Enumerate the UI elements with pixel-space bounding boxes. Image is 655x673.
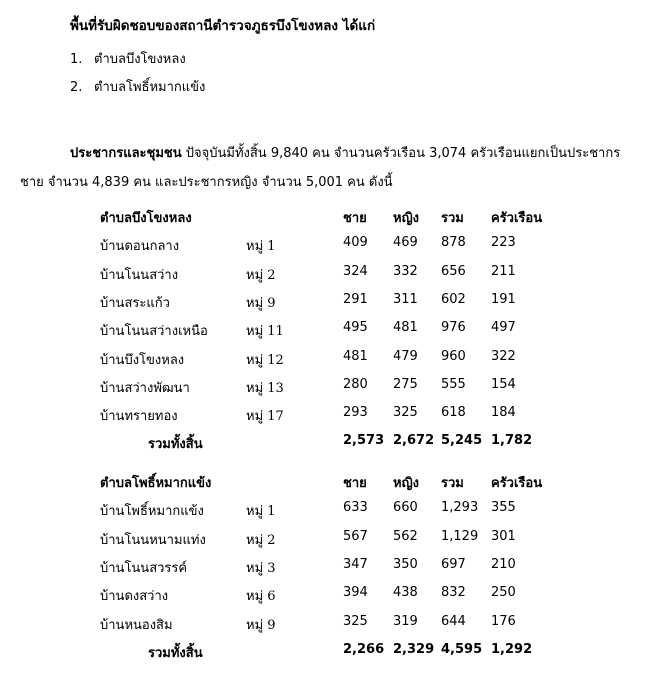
cell-households: 355 <box>491 500 516 516</box>
cell-total: 960 <box>441 348 466 364</box>
cell-households: 322 <box>491 348 516 364</box>
column-header-male: ชาย <box>343 211 367 226</box>
cell-households: 176 <box>491 613 516 629</box>
village-name: บ้านโนนสว่างเหนือ <box>100 324 208 340</box>
population-paragraph-line1 <box>70 142 620 163</box>
village-moo: หมู่ 3 <box>246 560 276 576</box>
village-moo: หมู่ 13 <box>246 380 284 396</box>
village-name: บ้านทรายทอง <box>100 409 178 425</box>
cell-female: 275 <box>393 376 418 392</box>
total-total: 4,595 <box>441 641 483 657</box>
area-list-item <box>70 76 205 97</box>
village-moo: หมู่ 1 <box>246 239 276 255</box>
column-header-households: ครัวเรือน <box>491 476 543 491</box>
table-row <box>0 349 655 377</box>
cell-female: 332 <box>393 263 418 279</box>
village-name: บ้านสระแก้ว <box>100 295 170 311</box>
cell-households: 301 <box>491 528 516 544</box>
total-households: 1,782 <box>491 433 533 449</box>
total-label: รวมทั้งสิ้น <box>148 437 203 453</box>
cell-male: 347 <box>343 556 368 572</box>
total-female: 2,329 <box>393 641 435 657</box>
table-row <box>0 557 655 585</box>
cell-male: 325 <box>343 613 368 629</box>
village-moo: หมู่ 6 <box>246 589 276 605</box>
list-number: 2. <box>70 80 83 95</box>
table-row <box>0 405 655 433</box>
section-heading: พื้นที่รับผิดชอบของสถานีตำรวจภูธรบึงโขงหลง ได้แก่ <box>70 18 376 34</box>
cell-households: 497 <box>491 320 516 336</box>
table-header-row <box>0 207 655 235</box>
village-name: บ้านสว่างพัฒนา <box>100 380 190 396</box>
village-name: บ้านโนนหนามแท่ง <box>100 532 206 548</box>
cell-households: 211 <box>491 263 516 279</box>
cell-households: 223 <box>491 235 516 251</box>
cell-total: 1,129 <box>441 528 479 544</box>
list-number: 1. <box>70 52 83 67</box>
population-text: ปัจจุบันมีทั้งสิ้น 9,840 คน จำนวนครัวเรือน 3,074 ครัวเรือนแยกเป็นประชากร <box>181 146 621 161</box>
cell-total: 644 <box>441 613 466 629</box>
table-total-row <box>0 433 655 461</box>
cell-total: 656 <box>441 263 466 279</box>
table-row <box>0 377 655 405</box>
column-header-total: รวม <box>441 476 464 491</box>
cell-male: 567 <box>343 528 368 544</box>
cell-female: 481 <box>393 320 418 336</box>
village-name: บ้านดอนกลาง <box>100 239 180 255</box>
cell-male: 409 <box>343 235 368 251</box>
cell-female: 311 <box>393 291 418 307</box>
cell-female: 469 <box>393 235 418 251</box>
cell-male: 324 <box>343 263 368 279</box>
village-name: บ้านโนนสวรรค์ <box>100 560 188 576</box>
village-name: บ้านบึงโขงหลง <box>100 352 185 368</box>
total-households: 1,292 <box>491 641 533 657</box>
cell-households: 210 <box>491 556 516 572</box>
cell-male: 291 <box>343 291 368 307</box>
area-list-item <box>70 48 186 69</box>
cell-female: 562 <box>393 528 418 544</box>
cell-households: 184 <box>491 405 516 421</box>
cell-male: 280 <box>343 376 368 392</box>
cell-total: 618 <box>441 405 466 421</box>
table-title: ตำบลโพธิ์หมากแข้ง <box>100 476 212 491</box>
table-row <box>0 585 655 613</box>
column-header-female: หญิง <box>393 211 419 226</box>
village-name: บ้านโพธิ์หมากแข้ง <box>100 504 204 520</box>
cell-total: 602 <box>441 291 466 307</box>
cell-male: 495 <box>343 320 368 336</box>
cell-male: 394 <box>343 585 368 601</box>
column-header-total: รวม <box>441 211 464 226</box>
cell-households: 154 <box>491 376 516 392</box>
cell-households: 191 <box>491 291 516 307</box>
column-header-female: หญิง <box>393 476 419 491</box>
cell-female: 660 <box>393 500 418 516</box>
village-name: บ้านดงสว่าง <box>100 589 169 605</box>
total-male: 2,266 <box>343 641 385 657</box>
population-paragraph-line2: ชาย จำนวน 4,839 คน และประชากรหญิง จำนวน 5,001 คน ดังนี้ <box>20 175 393 190</box>
cell-female: 319 <box>393 613 418 629</box>
cell-total: 976 <box>441 320 466 336</box>
table-row <box>0 292 655 320</box>
cell-male: 481 <box>343 348 368 364</box>
area-name: ตำบลบึงโขงหลง <box>94 52 186 67</box>
cell-male: 293 <box>343 405 368 421</box>
table-row <box>0 235 655 263</box>
village-name: บ้านโนนสว่าง <box>100 267 179 283</box>
cell-female: 325 <box>393 405 418 421</box>
cell-households: 250 <box>491 585 516 601</box>
cell-female: 479 <box>393 348 418 364</box>
village-moo: หมู่ 17 <box>246 409 284 425</box>
village-moo: หมู่ 2 <box>246 267 276 283</box>
column-header-male: ชาย <box>343 476 367 491</box>
total-male: 2,573 <box>343 433 385 449</box>
cell-female: 438 <box>393 585 418 601</box>
table-total-row <box>0 642 655 670</box>
table-row <box>0 264 655 292</box>
cell-male: 633 <box>343 500 368 516</box>
cell-total: 832 <box>441 585 466 601</box>
table-row <box>0 529 655 557</box>
column-header-households: ครัวเรือน <box>491 211 543 226</box>
table-row <box>0 320 655 348</box>
village-moo: หมู่ 12 <box>246 352 284 368</box>
area-name: ตำบลโพธิ์หมากแข้ง <box>94 80 206 95</box>
table-row <box>0 614 655 642</box>
total-label: รวมทั้งสิ้น <box>148 645 203 661</box>
table-header-row <box>0 472 655 500</box>
total-total: 5,245 <box>441 433 483 449</box>
cell-total: 555 <box>441 376 466 392</box>
village-name: บ้านหนองสิม <box>100 617 173 633</box>
cell-female: 350 <box>393 556 418 572</box>
village-moo: หมู่ 2 <box>246 532 276 548</box>
village-moo: หมู่ 1 <box>246 504 276 520</box>
village-moo: หมู่ 9 <box>246 295 276 311</box>
table-title: ตำบลบึงโขงหลง <box>100 211 192 226</box>
village-moo: หมู่ 9 <box>246 617 276 633</box>
total-female: 2,672 <box>393 433 435 449</box>
cell-total: 697 <box>441 556 466 572</box>
table-row <box>0 500 655 528</box>
cell-total: 878 <box>441 235 466 251</box>
village-moo: หมู่ 11 <box>246 324 284 340</box>
cell-total: 1,293 <box>441 500 479 516</box>
population-label: ประชากรและชุมชน <box>70 146 182 161</box>
